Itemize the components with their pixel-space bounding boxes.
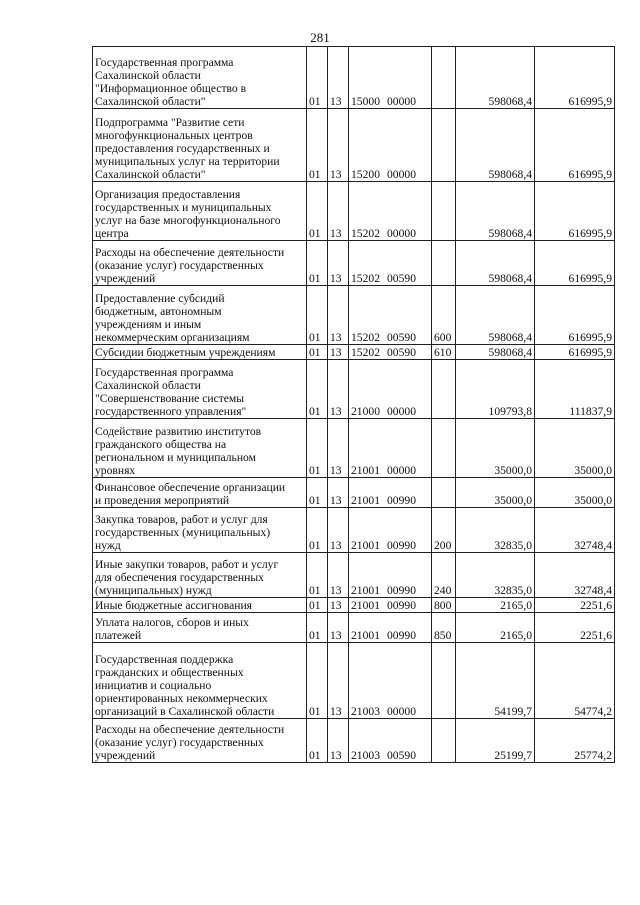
target-article-code (349, 345, 432, 360)
row-name: Государственная программа Сахалинской области "Совершенствование системы государственного управления" (95, 366, 247, 418)
target-article-code (349, 598, 432, 613)
amount-year-1: 2165,0 (456, 598, 535, 613)
section-code: 01 (307, 478, 328, 508)
section-code: 01 (307, 613, 328, 643)
target-article-code (349, 286, 432, 345)
expense-type-code (432, 478, 456, 508)
amount-year-1: 2165,0 (456, 613, 535, 643)
expense-type-code: 200 (432, 508, 456, 553)
amount-year-1: 25199,7 (456, 719, 535, 763)
row-name-cell (93, 360, 307, 419)
table-row (93, 286, 615, 345)
amount-year-1: 598068,4 (456, 182, 535, 241)
amount-year-2: 54774,2 (535, 643, 615, 719)
target-article-program: 21001 (351, 599, 380, 612)
target-article-direction: 00000 (387, 464, 416, 477)
table-row (93, 598, 615, 613)
subsection-code: 13 (328, 47, 349, 109)
row-name: Иные бюджетные ассигнования (95, 599, 252, 612)
expense-type-code: 850 (432, 613, 456, 643)
amount-year-2: 32748,4 (535, 553, 615, 598)
amount-year-2: 616995,9 (535, 182, 615, 241)
target-article-program: 21001 (351, 464, 380, 477)
table-row (93, 643, 615, 719)
row-name-cell (93, 345, 307, 360)
table-row (93, 719, 615, 763)
subsection-code: 13 (328, 553, 349, 598)
section-code: 01 (307, 109, 328, 182)
row-name-cell (93, 241, 307, 286)
expense-type-code (432, 719, 456, 763)
target-article-program: 21001 (351, 629, 380, 642)
amount-year-1: 35000,0 (456, 478, 535, 508)
target-article-program: 15202 (351, 346, 380, 359)
target-article-code (349, 109, 432, 182)
table-row (93, 553, 615, 598)
row-name: Государственная программа Сахалинской области "Информационное общество в Сахалинской области" (95, 56, 247, 108)
section-code: 01 (307, 419, 328, 478)
target-article-code (349, 508, 432, 553)
expense-type-code (432, 360, 456, 419)
target-article-direction: 00990 (387, 599, 416, 612)
target-article-code (349, 360, 432, 419)
section-code: 01 (307, 345, 328, 360)
target-article-code (349, 182, 432, 241)
row-name: Организация предоставления государственных и муниципальных услуг на базе многофункционального центра (95, 188, 281, 240)
amount-year-2: 616995,9 (535, 47, 615, 109)
expense-type-code (432, 643, 456, 719)
row-name-cell (93, 286, 307, 345)
amount-year-1: 35000,0 (456, 419, 535, 478)
table-row (93, 613, 615, 643)
target-article-direction: 00990 (387, 539, 416, 552)
target-article-code (349, 241, 432, 286)
subsection-code: 13 (328, 508, 349, 553)
row-name-cell (93, 419, 307, 478)
target-article-program: 15202 (351, 227, 380, 240)
target-article-direction: 00990 (387, 494, 416, 507)
subsection-code: 13 (328, 478, 349, 508)
subsection-code: 13 (328, 182, 349, 241)
subsection-code: 13 (328, 419, 349, 478)
expense-type-code (432, 241, 456, 286)
row-name: Закупка товаров, работ и услуг для государственных (муниципальных) нужд (95, 513, 271, 552)
page-number: 281 (310, 30, 330, 45)
expense-type-code (432, 109, 456, 182)
target-article-direction: 00590 (387, 272, 416, 285)
budget-table (92, 46, 615, 763)
row-name-cell (93, 643, 307, 719)
section-code: 01 (307, 360, 328, 419)
row-name: Подпрограмма "Развитие сети многофункциональных центров предоставления государственных и муниципальных услуг на территории Сахалинской области" (95, 116, 280, 181)
row-name: Содействие развитию институтов гражданского общества на региональном и муниципальном уровнях (95, 425, 262, 477)
target-article-direction: 00000 (387, 227, 416, 240)
section-code: 01 (307, 241, 328, 286)
target-article-program: 21001 (351, 584, 380, 597)
row-name: Расходы на обеспечение деятельности (оказание услуг) государственных учреждений (95, 723, 285, 762)
target-article-direction: 00000 (387, 168, 416, 181)
target-article-direction: 00990 (387, 629, 416, 642)
row-name: Предоставление субсидий бюджетным, автономным учреждениям и иным некоммерческим организациям (95, 292, 250, 344)
section-code: 01 (307, 553, 328, 598)
subsection-code: 13 (328, 719, 349, 763)
target-article-direction: 00000 (387, 705, 416, 718)
target-article-program: 15000 (351, 95, 380, 108)
row-name-cell (93, 109, 307, 182)
row-name-cell (93, 553, 307, 598)
row-name-cell (93, 47, 307, 109)
target-article-program: 21000 (351, 405, 380, 418)
section-code: 01 (307, 643, 328, 719)
amount-year-1: 32835,0 (456, 508, 535, 553)
target-article-direction: 00590 (387, 346, 416, 359)
row-name-cell (93, 478, 307, 508)
target-article-program: 21001 (351, 539, 380, 552)
expense-type-code: 240 (432, 553, 456, 598)
row-name-cell (93, 182, 307, 241)
target-article-program: 21003 (351, 705, 380, 718)
subsection-code: 13 (328, 241, 349, 286)
target-article-direction: 00590 (387, 331, 416, 344)
table-row (93, 47, 615, 109)
target-article-program: 15202 (351, 331, 380, 344)
row-name-cell (93, 508, 307, 553)
row-name-cell (93, 598, 307, 613)
amount-year-2: 35000,0 (535, 478, 615, 508)
target-article-program: 21003 (351, 749, 380, 762)
amount-year-2: 2251,6 (535, 598, 615, 613)
target-article-program: 21001 (351, 494, 380, 507)
subsection-code: 13 (328, 598, 349, 613)
row-name-cell (93, 613, 307, 643)
target-article-program: 15200 (351, 168, 380, 181)
amount-year-1: 54199,7 (456, 643, 535, 719)
table-row (93, 345, 615, 360)
amount-year-2: 616995,9 (535, 345, 615, 360)
target-article-direction: 00590 (387, 749, 416, 762)
table-row (93, 508, 615, 553)
subsection-code: 13 (328, 345, 349, 360)
section-code: 01 (307, 598, 328, 613)
row-name: Финансовое обеспечение организации и проведения мероприятий (95, 481, 286, 507)
target-article-direction: 00000 (387, 405, 416, 418)
table-row (93, 109, 615, 182)
row-name-cell (93, 719, 307, 763)
table-row (93, 360, 615, 419)
amount-year-2: 616995,9 (535, 109, 615, 182)
amount-year-2: 616995,9 (535, 241, 615, 286)
amount-year-2: 2251,6 (535, 613, 615, 643)
section-code: 01 (307, 719, 328, 763)
amount-year-1: 598068,4 (456, 286, 535, 345)
expense-type-code (432, 419, 456, 478)
target-article-code (349, 478, 432, 508)
amount-year-1: 598068,4 (456, 109, 535, 182)
target-article-code (349, 419, 432, 478)
expense-type-code (432, 47, 456, 109)
table-row (93, 241, 615, 286)
target-article-code (349, 553, 432, 598)
row-name: Государственная поддержка гражданских и общественных инициатив и социально ориентированных некоммерческих организаций в Сахалинской области (95, 653, 275, 718)
section-code: 01 (307, 286, 328, 345)
amount-year-1: 598068,4 (456, 47, 535, 109)
subsection-code: 13 (328, 643, 349, 719)
row-name: Субсидии бюджетным учреждениям (95, 346, 276, 359)
section-code: 01 (307, 182, 328, 241)
amount-year-1: 598068,4 (456, 345, 535, 360)
amount-year-2: 35000,0 (535, 419, 615, 478)
row-name: Уплата налогов, сборов и иных платежей (95, 616, 249, 642)
subsection-code: 13 (328, 286, 349, 345)
table-row (93, 182, 615, 241)
expense-type-code: 800 (432, 598, 456, 613)
expense-type-code: 610 (432, 345, 456, 360)
target-article-code (349, 613, 432, 643)
table-row (93, 478, 615, 508)
target-article-code (349, 643, 432, 719)
target-article-direction: 00000 (387, 95, 416, 108)
expense-type-code: 600 (432, 286, 456, 345)
subsection-code: 13 (328, 109, 349, 182)
row-name: Расходы на обеспечение деятельности (оказание услуг) государственных учреждений (95, 246, 285, 285)
subsection-code: 13 (328, 360, 349, 419)
amount-year-2: 616995,9 (535, 286, 615, 345)
expense-type-code (432, 182, 456, 241)
amount-year-1: 598068,4 (456, 241, 535, 286)
target-article-code (349, 719, 432, 763)
section-code: 01 (307, 508, 328, 553)
target-article-direction: 00990 (387, 584, 416, 597)
amount-year-2: 111837,9 (535, 360, 615, 419)
target-article-code (349, 47, 432, 109)
amount-year-1: 32835,0 (456, 553, 535, 598)
amount-year-2: 25774,2 (535, 719, 615, 763)
budget-table-body (93, 47, 615, 763)
subsection-code: 13 (328, 613, 349, 643)
amount-year-1: 109793,8 (456, 360, 535, 419)
row-name: Иные закупки товаров, работ и услуг для обеспечения государственных (муниципальных) нужд (95, 558, 279, 597)
target-article-program: 15202 (351, 272, 380, 285)
section-code: 01 (307, 47, 328, 109)
table-row (93, 419, 615, 478)
amount-year-2: 32748,4 (535, 508, 615, 553)
